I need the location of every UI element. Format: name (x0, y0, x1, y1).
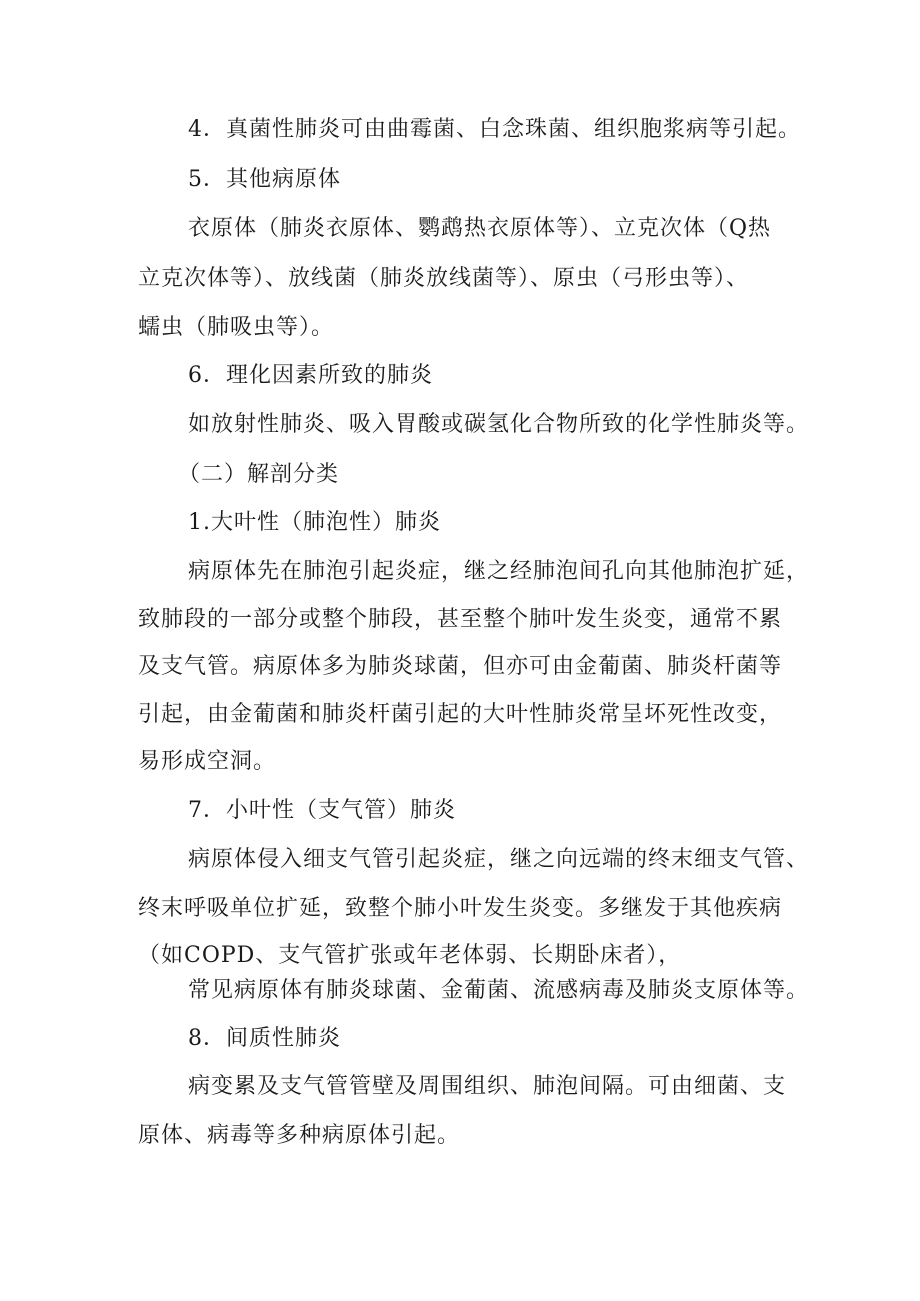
paragraph-line: 引起，由金葡菌和肺炎杆菌引起的大叶性肺炎常呈坏死性改变， (138, 702, 783, 727)
paragraph-line: 常见病原体有肺炎球菌、金葡菌、流感病毒及肺炎支原体等。 (188, 978, 810, 1003)
paragraph-line: 及支气管。病原体多为肺炎球菌，但亦可由金葡菌、肺炎杆菌等 (138, 654, 783, 679)
paragraph-line: 易形成空洞。 (138, 749, 277, 774)
paragraph-line: 蠕虫（肺吸虫等）。 (138, 315, 335, 340)
item-1-heading: 1.大叶性（肺泡性）肺炎 (188, 510, 441, 535)
section-heading-anatomical: （二）解剖分类 (178, 462, 340, 487)
paragraph-line: 病原体侵入细支气管引起炎症，继之向远端的终末细支气管、 (188, 847, 810, 872)
paragraph-line: 致肺段的一部分或整个肺段，甚至整个肺叶发生炎变，通常不累 (138, 607, 783, 632)
item-8-heading: 8．间质性肺炎 (188, 1026, 341, 1051)
paragraph-line: 病变累及支气管管壁及周围组织、肺泡间隔。可由细菌、支 (188, 1074, 787, 1099)
item-5-heading: 5．其他病原体 (188, 167, 341, 192)
item-4-fungal-pneumonia: 4．真菌性肺炎可由曲霉菌、白念珠菌、组织胞浆病等引起。 (188, 117, 801, 142)
paragraph-line: 衣原体（肺炎衣原体、鹦鹉热衣原体等）、立克次体（Q热 (188, 216, 772, 241)
paragraph-line: 如放射性肺炎、吸入胃酸或碳氢化合物所致的化学性肺炎等。 (188, 412, 810, 437)
paragraph-line: （如COPD、支气管扩张或年老体弱、长期卧床者）， (138, 943, 682, 968)
paragraph-line: 立克次体等）、放线菌（肺炎放线菌等）、原虫（弓形虫等）、 (138, 266, 750, 291)
paragraph-line: 病原体先在肺泡引起炎症，继之经肺泡间孔向其他肺泡扩延， (188, 559, 810, 584)
paragraph-line: 原体、病毒等多种病原体引起。 (138, 1123, 461, 1148)
item-7-heading: 7．小叶性（支气管）肺炎 (188, 798, 456, 823)
paragraph-line: 终末呼吸单位扩延，致整个肺小叶发生炎变。多继发于其他疾病 (138, 896, 783, 921)
item-6-heading: 6．理化因素所致的肺炎 (188, 363, 433, 388)
